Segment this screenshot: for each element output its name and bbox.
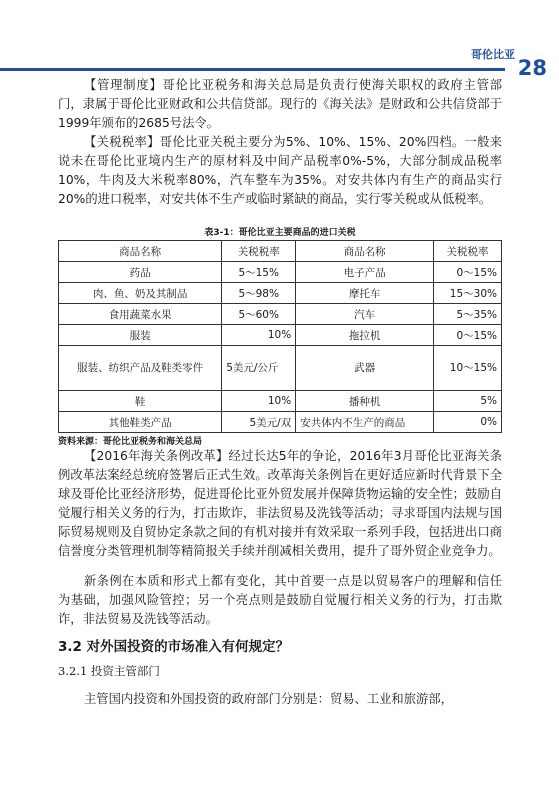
page-number: 28 (517, 56, 547, 80)
header-title: 哥伦比亚 (471, 48, 515, 61)
paragraph-management: 【管理制度】哥伦比亚税务和海关总局是负责行使海关职权的政府主管部门，隶属于哥伦比亚财政和公共信贷部。现行的《海关法》是财政和公共信贷部于1999年颁布的2685号法令。 (58, 78, 502, 130)
table-row (59, 262, 502, 283)
paragraph-tariff: 【关税税率】哥伦比亚关税主要分为5%、10%、15%、20%四档。一般来说未在哥伦比亚境内生产的原材料及中间产品税率0%-5%，大部分制成品税率10%，牛肉及大米税率80%，汽车整车为35%。对安共体内有生产的商品实行20%的进口税率，对安共体不生产或临时紧缺的商品，实行零关税或从低税率。 (58, 135, 502, 206)
table-cell: 肉、鱼、奶及其制品 (59, 283, 222, 304)
table-header-row (59, 241, 502, 262)
table-cell: 食用蔬菜水果 (59, 304, 222, 325)
table-cell: 药品 (59, 262, 222, 283)
table-cell: 安共体内不生产的商品 (296, 412, 434, 433)
table-row (59, 325, 502, 346)
table-cell: 5～60% (222, 304, 296, 325)
table-cell: 电子产品 (296, 262, 434, 283)
table-cell: 5～98% (222, 283, 296, 304)
paragraph-authorities: 主管国内投资和外国投资的政府部门分别是：贸易、工业和旅游部， (84, 692, 453, 706)
table-header-cell: 商品名称 (296, 241, 434, 262)
table-row (59, 283, 502, 304)
table-cell: 鞋 (59, 391, 222, 412)
table-cell: 5美元/双 (222, 412, 296, 433)
paragraph-reform: 【2016年海关条例改革】经过长达5年的争论，2016年3月哥伦比亚海关条例改革法案经总统府签署后正式生效。改革海关条例旨在更好适应新时代背景下全球及哥伦比亚经济形势，促进哥伦比亚外贸发展并保障货物运输的安全性；鼓励自觉履行相关义务的行为，打击欺诈，非法贸易及洗钱等活动；寻求哥国内法规与国际贸易规则及自贸协定条款之间的有机对接并有效采取一系列手段，包括进出口商信誉度分类管理机制等精简报关手续并削减相关费用，提升了哥外贸企业竞争力。 (58, 449, 502, 558)
table-cell: 播种机 (296, 391, 434, 412)
table-cell: 10% (222, 325, 296, 346)
table-row (59, 346, 502, 391)
table-row (59, 391, 502, 412)
table-cell: 武器 (296, 346, 434, 391)
table-header-cell: 关税税率 (222, 241, 296, 262)
table-cell: 服装、纺织产品及鞋类零件 (59, 346, 222, 391)
table-row (59, 412, 502, 433)
table-cell: 服装 (59, 325, 222, 346)
table-cell: 0% (434, 412, 502, 433)
table-header-cell: 关税税率 (434, 241, 502, 262)
table-cell: 0～15% (434, 262, 502, 283)
table-cell: 10～15% (434, 346, 502, 391)
table-cell: 5% (434, 391, 502, 412)
table-cell: 15～30% (434, 283, 502, 304)
table-cell: 其他鞋类产品 (59, 412, 222, 433)
table-cell: 0～15% (434, 325, 502, 346)
table-header-cell: 商品名称 (59, 241, 222, 262)
table-cell: 5～15% (222, 262, 296, 283)
tariff-table (58, 240, 502, 433)
table-cell: 拖拉机 (296, 325, 434, 346)
table-cell: 5美元/公斤 (222, 346, 296, 391)
paragraph-new-regulation: 新条例在本质和形式上都有变化，其中首要一点是以贸易客户的理解和信任为基础，加强风险管控；另一个亮点则是鼓励自觉履行相关义务的行为，打击欺诈，非法贸易及洗钱等活动。 (58, 574, 502, 626)
table-caption: 表3-1：哥伦比亚主要商品的进口关税 (204, 228, 356, 238)
table-row (59, 304, 502, 325)
table-cell: 5～35% (434, 304, 502, 325)
table-cell: 汽车 (296, 304, 434, 325)
table-cell: 摩托车 (296, 283, 434, 304)
section-heading: 3.2 对外国投资的市场准入有何规定？ (58, 639, 290, 655)
table-cell: 10% (222, 391, 296, 412)
header-rule (0, 68, 505, 71)
subsection-heading: 3.2.1 投资主管部门 (58, 664, 160, 678)
table-source-note: 资料来源：哥伦比亚税务和海关总局 (58, 437, 203, 447)
